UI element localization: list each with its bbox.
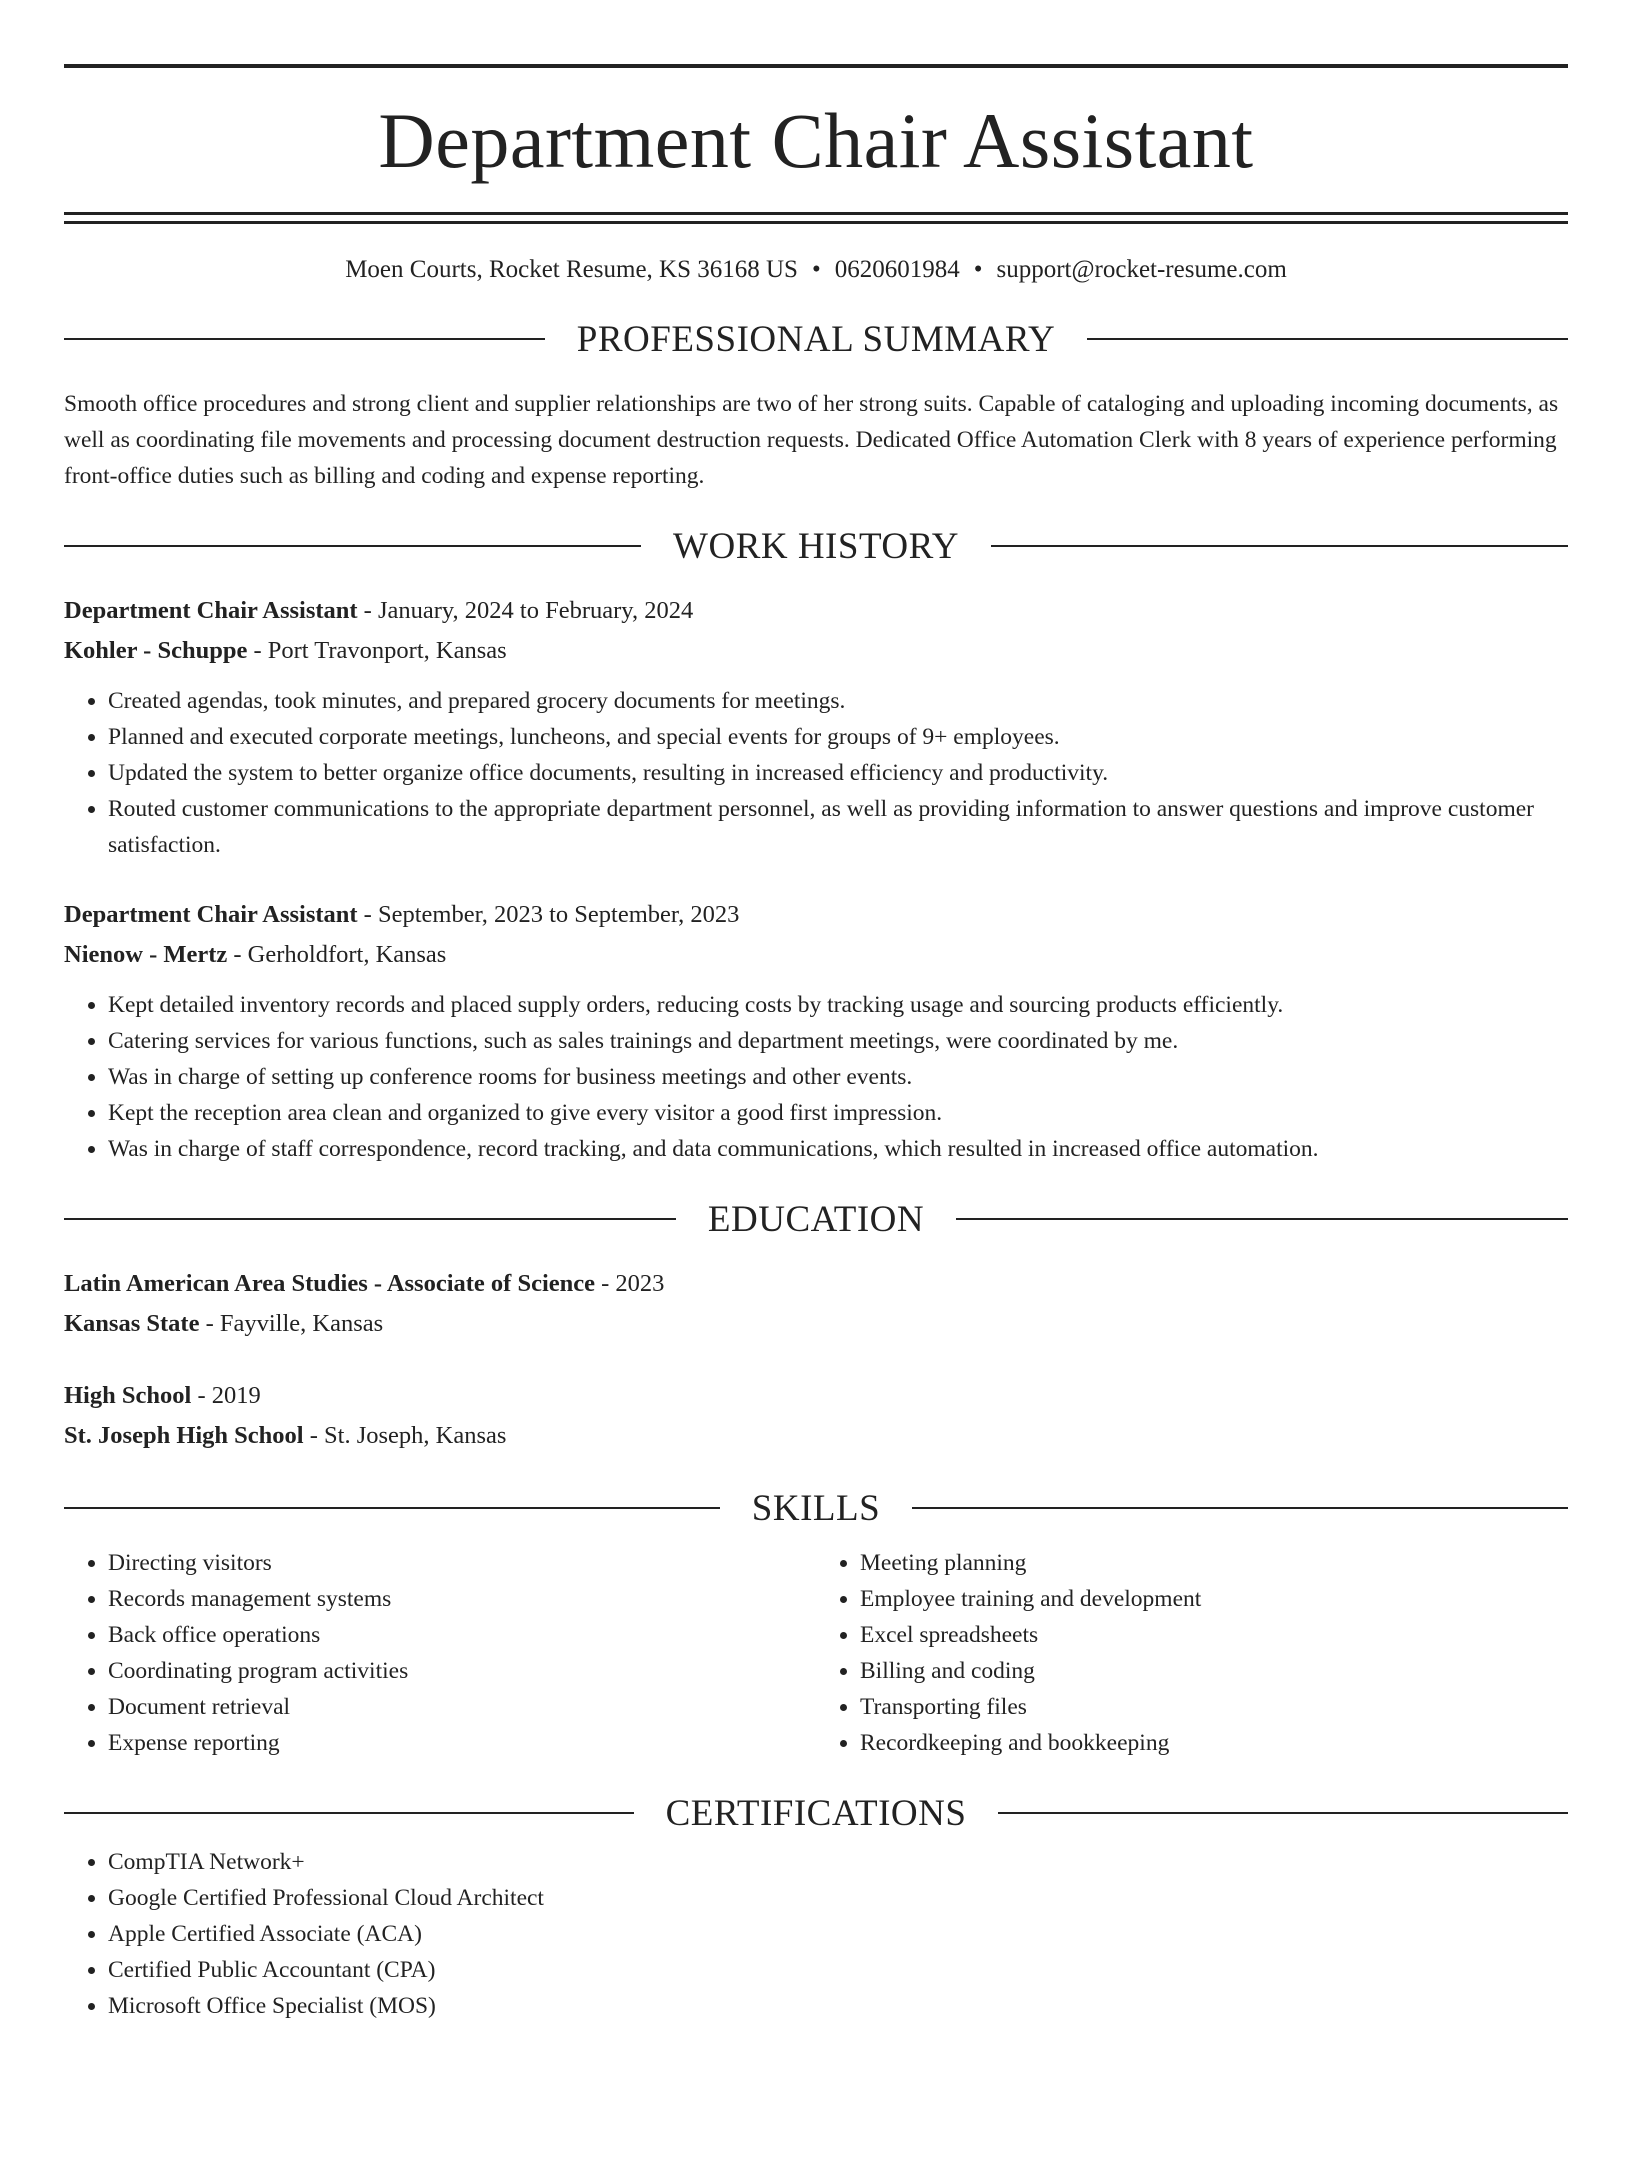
job-company: Nienow - Mertz — [64, 940, 228, 968]
certification-item: • Certified Public Accountant (CPA) — [108, 1952, 1568, 1988]
section-title: CERTIFICATIONS — [665, 1792, 967, 1834]
skill-item: • Records management systems — [108, 1581, 816, 1617]
education-entry — [64, 1376, 1568, 1456]
heading-rule — [1087, 338, 1568, 340]
job-bullets — [64, 683, 1568, 863]
heading-rule — [64, 1812, 634, 1814]
job-company: Kohler - Schuppe — [64, 636, 248, 664]
job-dates: - September, 2023 to September, 2023 — [357, 900, 740, 928]
job-bullets — [64, 987, 1568, 1167]
education-degree: Latin American Area Studies - Associate of Science — [64, 1269, 596, 1297]
education-degree: High School — [64, 1381, 192, 1409]
skill-item: • Coordinating program activities — [108, 1653, 816, 1689]
skill-item: • Excel spreadsheets — [860, 1617, 1568, 1653]
contact-email: support@rocket-resume.com — [996, 256, 1287, 283]
summary-text: Smooth office procedures and strong client and supplier relationships are two of her strong suits. Capable of cataloging and uploading incoming documents, as well as coordinating file movements and processing document destruction requests. Dedicated Office Automation Clerk with 8 years of experience performing front-office duties such as billing and coding and expense reporting. — [64, 390, 1559, 489]
contact-line — [64, 254, 1568, 287]
heading-rule — [64, 1218, 676, 1220]
education-year: - 2023 — [595, 1269, 665, 1297]
certification-item: • CompTIA Network+ — [108, 1844, 1568, 1880]
job-entry — [64, 895, 1568, 1167]
contact-address: Moen Courts, Rocket Resume, KS 36168 US — [345, 256, 798, 283]
education-school-line — [64, 1416, 1568, 1456]
heading-rule — [64, 545, 641, 547]
skill-item: • Billing and coding — [860, 1653, 1568, 1689]
section-title: PROFESSIONAL SUMMARY — [576, 318, 1056, 360]
skills-columns — [64, 1545, 1568, 1761]
education-location: - St. Joseph, Kansas — [303, 1421, 507, 1449]
job-company-line — [64, 631, 1568, 671]
contact-phone: 0620601984 — [834, 256, 960, 283]
skills-list-right — [816, 1545, 1568, 1761]
education-entry — [64, 1264, 1568, 1344]
job-dates: - January, 2024 to February, 2024 — [357, 596, 694, 624]
job-title-line — [64, 895, 1568, 935]
contact-separator: • — [973, 256, 983, 283]
job-location: - Port Travonport, Kansas — [247, 636, 507, 664]
job-bullet: • Was in charge of setting up conference rooms for business meetings and other events. — [108, 1059, 1568, 1095]
job-bullet: • Planned and executed corporate meetings, luncheons, and special events for groups of 9+ employees. — [108, 719, 1568, 755]
certification-item: • Microsoft Office Specialist (MOS) — [108, 1988, 1568, 2024]
job-entry — [64, 591, 1568, 863]
section-heading-education — [64, 1198, 1568, 1240]
skills-list-left — [64, 1545, 816, 1761]
education-degree-line — [64, 1376, 1568, 1416]
job-title: Department Chair Assistant — [64, 596, 358, 624]
education-school: St. Joseph High School — [64, 1421, 304, 1449]
job-company-line — [64, 935, 1568, 975]
top-rule — [64, 64, 1568, 68]
heading-rule — [912, 1507, 1568, 1509]
section-title: EDUCATION — [707, 1198, 925, 1240]
skill-item: • Directing visitors — [108, 1545, 816, 1581]
education-degree-line — [64, 1264, 1568, 1304]
double-rule — [64, 212, 1568, 224]
heading-rule — [991, 545, 1568, 547]
job-bullet: • Was in charge of staff correspondence, record tracking, and data communications, which resulted in increased office automation. — [108, 1131, 1568, 1167]
contact-separator: • — [811, 256, 821, 283]
job-title-line — [64, 591, 1568, 631]
skill-item: • Meeting planning — [860, 1545, 1568, 1581]
heading-rule — [64, 1507, 720, 1509]
heading-rule — [956, 1218, 1568, 1220]
education-year: - 2019 — [191, 1381, 261, 1409]
job-bullet: • Created agendas, took minutes, and prepared grocery documents for meetings. — [108, 683, 1568, 719]
certification-item: • Apple Certified Associate (ACA) — [108, 1916, 1568, 1952]
job-bullet: • Routed customer communications to the appropriate department personnel, as well as providing information to answer questions and improve customer satisfaction. — [108, 791, 1568, 863]
skill-item: • Recordkeeping and bookkeeping — [860, 1725, 1568, 1761]
section-heading-summary — [64, 318, 1568, 360]
job-bullet: • Catering services for various functions, such as sales trainings and department meetings, were coordinated by me. — [108, 1023, 1568, 1059]
heading-rule — [64, 338, 545, 340]
skill-item: • Transporting files — [860, 1689, 1568, 1725]
skill-item: • Document retrieval — [108, 1689, 816, 1725]
job-bullet: • Kept detailed inventory records and placed supply orders, reducing costs by tracking usage and sourcing products efficiently. — [108, 987, 1568, 1023]
job-location: - Gerholdfort, Kansas — [227, 940, 447, 968]
job-bullet: • Updated the system to better organize office documents, resulting in increased efficiency and productivity. — [108, 755, 1568, 791]
skill-item: • Employee training and development — [860, 1581, 1568, 1617]
section-title: WORK HISTORY — [673, 525, 959, 567]
resume-page — [0, 64, 1632, 2176]
section-heading-work — [64, 525, 1568, 567]
job-title: Department Chair Assistant — [64, 900, 358, 928]
section-heading-certifications — [64, 1792, 1568, 1834]
skill-item: • Expense reporting — [108, 1725, 816, 1761]
job-bullet: • Kept the reception area clean and organized to give every visitor a good first impression. — [108, 1095, 1568, 1131]
skill-item: • Back office operations — [108, 1617, 816, 1653]
resume-name: Department Chair Assistant — [378, 97, 1254, 184]
education-school: Kansas State — [64, 1309, 200, 1337]
certifications-list — [64, 1844, 1568, 2024]
section-title: SKILLS — [751, 1487, 881, 1529]
heading-rule — [998, 1812, 1568, 1814]
education-location: - Fayville, Kansas — [199, 1309, 384, 1337]
education-school-line — [64, 1304, 1568, 1344]
section-heading-skills — [64, 1487, 1568, 1529]
certification-item: • Google Certified Professional Cloud Architect — [108, 1880, 1568, 1916]
